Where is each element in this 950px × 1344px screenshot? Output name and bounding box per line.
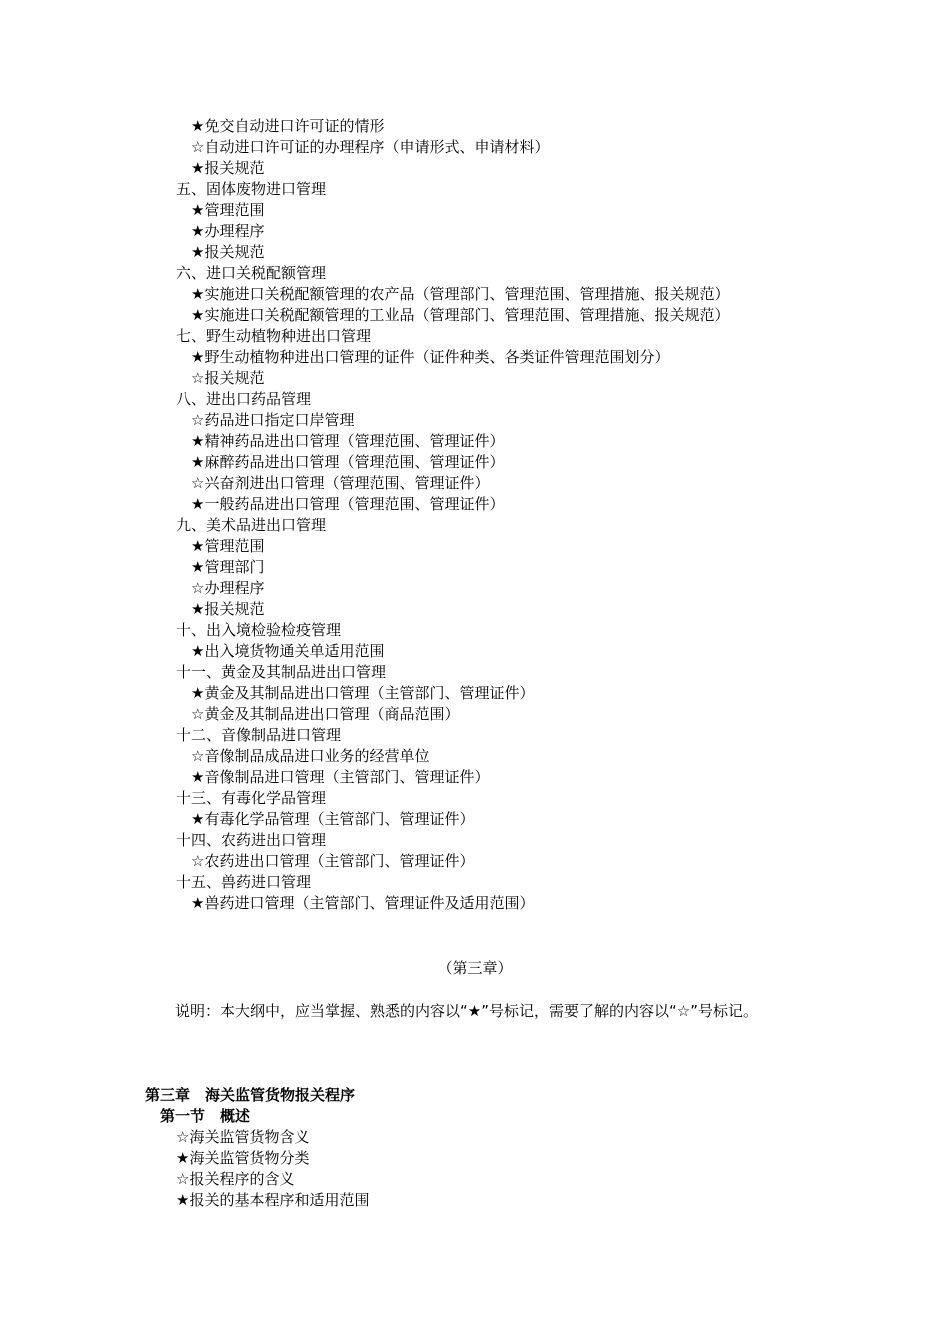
note-paragraph: [145, 999, 795, 1023]
outline-item: ★野生动植物种进出口管理的证件（证件种类、各类证件管理范围划分）: [191, 348, 670, 366]
outline-item: ★管理部门: [191, 558, 265, 576]
outline-item: ☆自动进口许可证的办理程序（申请形式、申请材料）: [191, 138, 550, 156]
outline-item: ★办理程序: [191, 222, 265, 240]
chapter-marker: （第三章）: [437, 959, 513, 977]
outline-item: ★兽药进口管理（主管部门、管理证件及适用范围）: [191, 894, 535, 912]
outline-heading: 十四、农药进出口管理: [176, 831, 327, 849]
outline-item: ☆农药进出口管理（主管部门、管理证件）: [191, 852, 475, 870]
outline-item: ☆兴奋剂进出口管理（管理范围、管理证件）: [191, 474, 490, 492]
outline-item: ★实施进口关税配额管理的工业品（管理部门、管理范围、管理措施、报关规范）: [191, 306, 730, 324]
outline-item: ★出入境货物通关单适用范围: [191, 642, 385, 660]
outline-item: ★报关规范: [191, 159, 265, 177]
outline-item: ★管理范围: [191, 537, 265, 555]
outline-heading: 五、固体废物进口管理: [176, 180, 327, 198]
section-title: 第一节 概述: [160, 1107, 251, 1125]
section-item: ★海关监管货物分类: [176, 1149, 310, 1167]
section-item: ★报关的基本程序和适用范围: [176, 1191, 370, 1209]
outline-heading: 十二、音像制品进口管理: [176, 726, 342, 744]
outline-heading: 九、美术品进出口管理: [176, 516, 327, 534]
outline-item: ★音像制品进口管理（主管部门、管理证件）: [191, 768, 490, 786]
outline-item: ★报关规范: [191, 600, 265, 618]
outline-item: ☆办理程序: [191, 579, 265, 597]
chapter-title: 第三章 海关监管货物报关程序: [145, 1086, 356, 1104]
outline-item: ☆黄金及其制品进出口管理（商品范围）: [191, 705, 460, 723]
outline-item: ★管理范围: [191, 201, 265, 219]
outline-item: ☆音像制品成品进口业务的经营单位: [191, 747, 430, 765]
outline-heading: 八、进出口药品管理: [176, 390, 312, 408]
outline-item: ★免交自动进口许可证的情形: [191, 117, 385, 135]
outline-item: ★实施进口关税配额管理的农产品（管理部门、管理范围、管理措施、报关规范）: [191, 285, 730, 303]
outline-heading: 七、野生动植物种进出口管理: [176, 327, 372, 345]
section-item: ☆海关监管货物含义: [176, 1128, 310, 1146]
outline-item: ★精神药品进出口管理（管理范围、管理证件）: [191, 432, 505, 450]
outline-item: ★麻醉药品进出口管理（管理范围、管理证件）: [191, 453, 505, 471]
outline-item: ★一般药品进出口管理（管理范围、管理证件）: [191, 495, 505, 513]
outline-heading: 十、出入境检验检疫管理: [176, 621, 342, 639]
outline-item: ☆药品进口指定口岸管理: [191, 411, 355, 429]
note-text: 说明：本大纲中，应当掌握、熟悉的内容以“★”号标记，需要了解的内容以“☆”号标记。: [175, 1002, 758, 1020]
outline-item: ★报关规范: [191, 243, 265, 261]
outline-item: ☆报关规范: [191, 369, 265, 387]
outline-heading: 六、进口关税配额管理: [176, 264, 327, 282]
outline-item: ★有毒化学品管理（主管部门、管理证件）: [191, 810, 475, 828]
section-item: ☆报关程序的含义: [176, 1170, 295, 1188]
outline-heading: 十三、有毒化学品管理: [176, 789, 327, 807]
outline-heading: 十一、黄金及其制品进出口管理: [176, 663, 387, 681]
outline-heading: 十五、兽药进口管理: [176, 873, 312, 891]
outline-item: ★黄金及其制品进出口管理（主管部门、管理证件）: [191, 684, 535, 702]
